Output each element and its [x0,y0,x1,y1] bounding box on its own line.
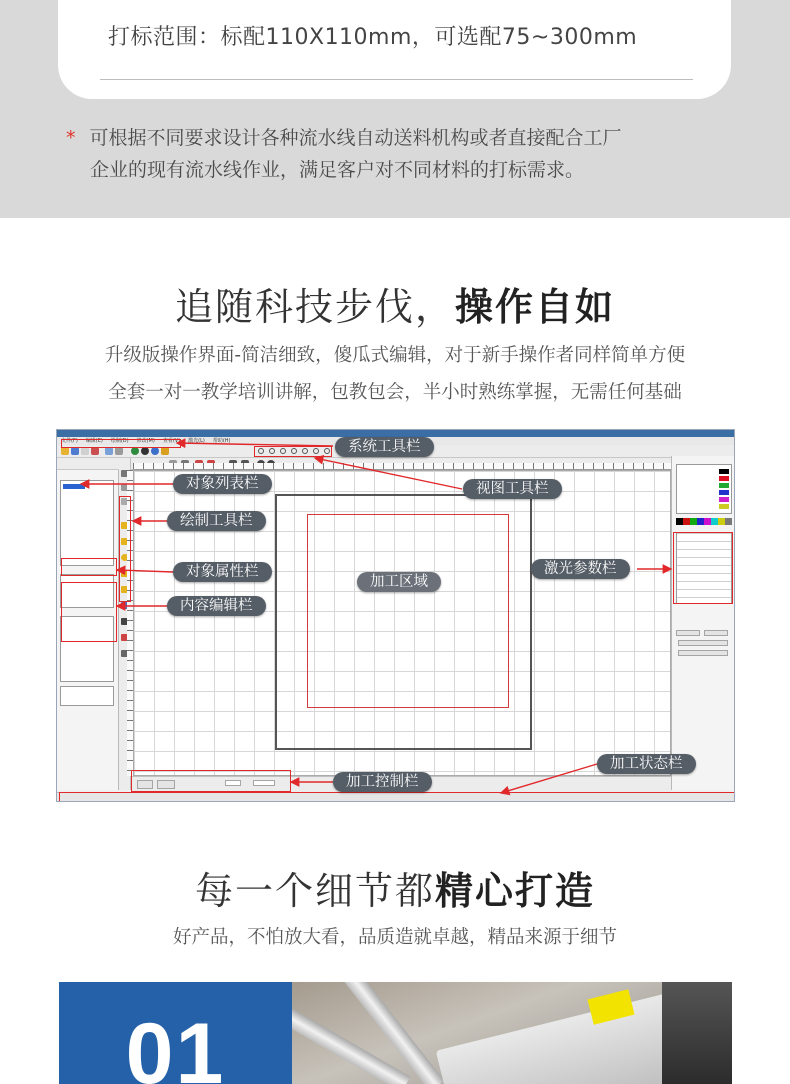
menu-laser[interactable]: 激光(L) [188,438,205,444]
callout-laser-params: 激光参数栏 [531,559,630,579]
work-area-inner [307,514,509,708]
laser-params-highlight [673,532,733,604]
pen-row[interactable] [679,483,729,488]
section-subtitle-detail: 好产品，不怕放大看，品质造就卓越，精品来源于细节 [172,927,617,948]
advanced-button[interactable] [678,640,728,646]
detail-number-block [59,982,292,1084]
section-subtitle-2: 全套一对一教学培训讲解，包教包会，半小时熟练掌握，无需任何基础 [108,382,682,403]
callout-system-toolbar: 系统工具栏 [335,437,434,457]
copy-icon[interactable] [105,447,113,455]
selected-object-row[interactable] [63,484,85,489]
callout-work-area: 加工区域 [357,572,441,592]
right-panel [671,456,735,790]
content-edit-highlight [61,582,117,642]
menu-draw[interactable]: 绘制(D) [110,438,129,444]
spec-section [0,0,790,218]
menu-edit[interactable]: 编辑(E) [85,438,103,444]
object-list[interactable] [60,480,114,566]
title-bold: 操作自如 [455,285,616,329]
param-button[interactable] [704,630,728,636]
pen-row[interactable] [679,469,729,474]
pen-list[interactable] [676,464,732,514]
horizontal-ruler [133,463,671,470]
marking-range-text: 打标范围：标配110X110mm，可选配75~300mm [108,25,638,50]
window-titlebar [57,430,734,437]
view-toolbar-highlight [254,446,332,457]
object-props-highlight [61,558,117,576]
callout-object-props: 对象属性栏 [173,562,272,582]
param-button[interactable] [676,630,700,636]
apply-button[interactable] [678,650,728,656]
note-line-2: 企业的现有流水线作业，满足客户对不同材料的打标需求。 [90,159,585,181]
title-light: 追随科技步伐， [174,285,455,329]
callout-draw-toolbar: 绘制工具栏 [167,511,266,531]
callout-content-edit: 内容编辑栏 [167,596,266,616]
menu-view[interactable]: 查看(V) [162,438,181,444]
title-light: 每一个细节都 [194,869,435,913]
pen-row[interactable] [679,490,729,495]
color-palette[interactable] [676,518,732,525]
customization-note [66,122,746,186]
pen-row[interactable] [679,476,729,481]
globe-icon[interactable] [151,447,159,455]
photo-background [662,982,732,1084]
process-control-highlight [131,770,291,792]
laser-head-photo [292,982,732,1084]
callout-process-control: 加工控制栏 [333,772,432,792]
note-line-1: 可根据不同要求设计各种流水线自动送料机构或者直接配合工厂 [89,127,622,149]
new-icon[interactable] [81,447,89,455]
draw-toolbar-highlight [119,496,131,602]
run-icon[interactable] [131,447,139,455]
stop-icon[interactable] [141,447,149,455]
open-icon[interactable] [61,447,69,455]
title-bold: 精心打造 [435,869,596,913]
callout-process-status: 加工状态栏 [597,754,696,774]
cut-icon[interactable] [91,447,99,455]
spec-card [58,0,731,99]
process-status-highlight [59,792,735,802]
divider [100,79,693,80]
section-subtitle-1: 升级版操作界面-简洁细致，傻瓜式编辑，对于新手操作者同样简单方便 [104,345,686,366]
menu-modify[interactable]: 修改(M) [136,438,155,444]
menu-file[interactable]: 文件(F) [61,438,78,444]
system-toolbar-highlight [61,439,181,448]
pen-row[interactable] [679,504,729,509]
software-screenshot [56,429,735,802]
callout-object-list: 对象列表栏 [173,474,272,494]
pen-row[interactable] [679,497,729,502]
asterisk: * [66,127,76,149]
callout-view-toolbar: 视图工具栏 [463,479,562,499]
detail-number: 01 [125,1006,226,1084]
tool-icon[interactable] [161,447,169,455]
detail-card-01 [59,982,732,1084]
section-title-operation [0,276,790,331]
menu-help[interactable]: 帮助(H) [212,438,231,444]
section-title-detail [0,860,790,915]
content-editor-extra[interactable] [60,686,114,706]
save-icon[interactable] [71,447,79,455]
paste-icon[interactable] [115,447,123,455]
